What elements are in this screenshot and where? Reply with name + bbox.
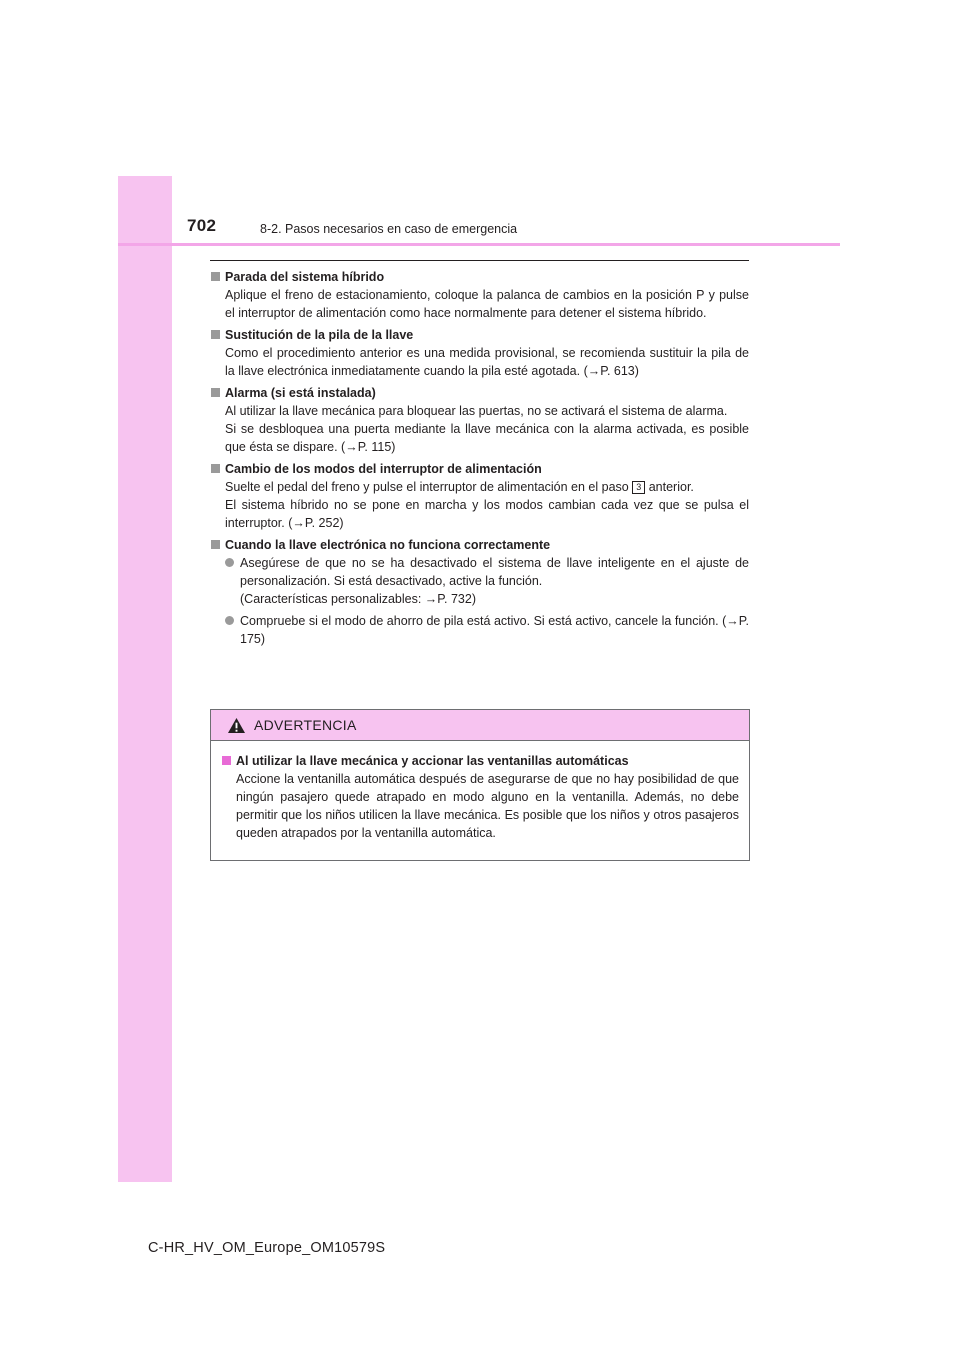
header-rule <box>118 243 840 246</box>
square-bullet-icon <box>211 540 220 549</box>
item-body-2: El sistema híbrido no se pone en marcha y los modos cambian cada vez que se pulsa el interruptor. (→P. 252) <box>225 498 749 530</box>
item-body-2: Si se desbloquea una puerta mediante la llave mecánica con la alarma activada, es posible que ésta se dispare. (→P. 115) <box>225 422 749 454</box>
main-content <box>211 268 749 652</box>
square-bullet-icon <box>211 272 220 281</box>
item-title <box>211 460 749 478</box>
item-body <box>211 478 749 496</box>
warning-triangle-icon <box>227 717 246 734</box>
item-title <box>211 268 749 286</box>
item-body: Como el procedimiento anterior es una medida provisional, se recomienda sustituir la pila de la llave electrónica inmediatamente cuando la pila esté agotada. (→P. 613) <box>225 346 749 378</box>
bullet-text-2: (Características personalizables: →P. 732) <box>240 592 476 606</box>
item-alarm <box>211 384 749 456</box>
item-body: Al utilizar la llave mecánica para bloquear las puertas, no se activará el sistema de alarma. <box>225 404 728 418</box>
warning-body <box>211 741 749 842</box>
warning-text: Accione la ventanilla automática después de asegurarse de que no hay posibilidad de que ningún pasajero quede atrapado en modo alguno en la ventanilla. Además, no debe permitir que los niños utilicen la llave mecánica. Es posible que los niños y otros pasajeros queden atrapados por la ventanilla automática. <box>236 772 739 840</box>
item-battery-replacement <box>211 326 749 380</box>
circle-bullet-icon <box>225 558 234 567</box>
warning-title <box>222 752 739 770</box>
square-bullet-icon <box>211 330 220 339</box>
item-title <box>211 536 749 554</box>
square-bullet-icon <box>211 388 220 397</box>
warning-label: ADVERTENCIA <box>254 717 357 733</box>
square-bullet-icon <box>211 464 220 473</box>
warning-title-text: Al utilizar la llave mecánica y accionar las ventanillas automáticas <box>236 754 629 768</box>
item-title <box>211 326 749 344</box>
circle-bullet-icon <box>225 616 234 625</box>
content-divider <box>210 260 749 261</box>
square-bullet-icon <box>222 756 231 765</box>
side-strip <box>118 176 172 1182</box>
step-number-box: 3 <box>632 481 645 494</box>
item-body: Aplique el freno de estacionamiento, coloque la palanca de cambios en la posición P y pulse el interruptor de alimentación como hace normalmente para detener el sistema híbrido. <box>225 288 749 320</box>
item-title-text: Sustitución de la pila de la llave <box>225 328 414 342</box>
item-title-text: Alarma (si está instalada) <box>225 386 376 400</box>
warning-header <box>211 710 749 741</box>
item-title-text: Parada del sistema híbrido <box>225 270 385 284</box>
item-power-modes <box>211 460 749 532</box>
item-hybrid-stop <box>211 268 749 322</box>
bullet-text: Asegúrese de que no se ha desactivado el sistema de llave inteligente en el ajuste de personalización. Si está desactivado, active la función. <box>240 556 749 588</box>
list-item <box>211 554 749 608</box>
page-number: 702 <box>187 216 217 235</box>
list-item <box>211 612 749 648</box>
body-post: anterior. <box>648 480 694 494</box>
bullet-text: Compruebe si el modo de ahorro de pila está activo. Si está activo, cancele la función. (→P. 175) <box>240 614 749 646</box>
item-title-text: Cuando la llave electrónica no funciona correctamente <box>225 538 551 552</box>
body-pre: Suelte el pedal del freno y pulse el interruptor de alimentación en el paso <box>225 480 629 494</box>
item-title-text: Cambio de los modos del interruptor de alimentación <box>225 462 542 476</box>
item-key-malfunction <box>211 536 749 648</box>
warning-box <box>210 709 750 861</box>
item-title <box>211 384 749 402</box>
document-code: C-HR_HV_OM_Europe_OM10579S <box>148 1240 386 1256</box>
section-title: 8-2. Pasos necesarios en caso de emergencia <box>260 222 518 236</box>
